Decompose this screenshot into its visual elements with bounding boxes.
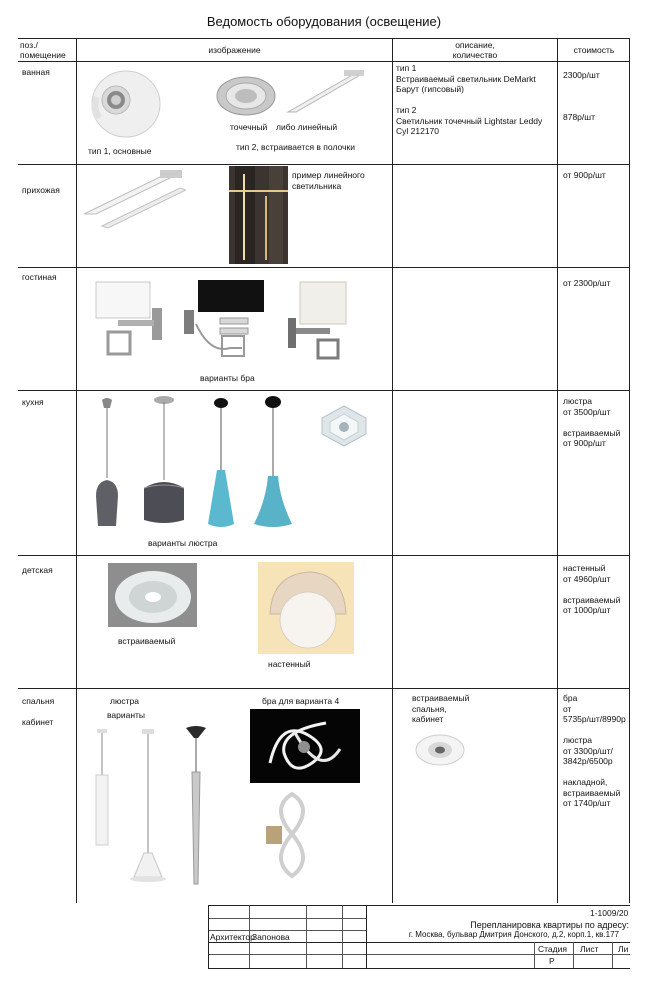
sconce-image (286, 280, 348, 362)
sheets-label: Ли (618, 944, 629, 954)
stage-label: Стадия (538, 944, 567, 954)
pendant-lamp-image (252, 396, 294, 530)
room-name: спальня кабинет (22, 696, 55, 727)
item-cost: люстра от 3500р/шт встраиваемый от 900р/шт (563, 396, 621, 448)
item-description: встраиваемый спальня, кабинет (412, 693, 470, 724)
pendant-lamp-image (184, 726, 208, 888)
pendant-lamp-image (140, 396, 188, 528)
image-caption: люстра (110, 696, 139, 706)
gypsum-downlight-image (86, 66, 162, 146)
column-header-image: изображение (208, 45, 261, 55)
stamp-role: Архитектор (210, 932, 255, 942)
column-header-description: описание, количество (452, 40, 498, 60)
room-name: гостиная (22, 272, 57, 282)
item-cost: бра от 5735р/шт/8990р люстра от 3300р/шт/ 3842р/6500р накладной, встраиваемый от 1740р/шт (563, 693, 626, 808)
drawing-code: 1-1009/20 (590, 908, 629, 918)
linear-light-example-image (229, 166, 288, 264)
item-description: тип 1 Встраиваемый светильник DeMarkt Барут (гипсовый) тип 2 Светильник точечный Lightstar Leddy Cyl 212170 (396, 63, 543, 136)
image-caption: варианты люстра (148, 538, 218, 548)
room-name: ванная (22, 67, 50, 77)
room-name: детская (22, 565, 53, 575)
sconce-image (182, 278, 268, 360)
item-cost: настенный от 4960р/шт встраиваемый от 1000р/шт (563, 563, 621, 615)
pendant-lamp-image (128, 727, 168, 887)
pendant-lamp-image (92, 727, 112, 847)
linear-light-image (82, 168, 186, 230)
wall-light-image (258, 562, 354, 654)
stamp-name: Запонова (252, 932, 290, 942)
image-caption: встраиваемый (118, 636, 176, 646)
linear-light-image (284, 68, 366, 116)
image-caption: тип 1, основные (88, 146, 152, 156)
sheet-label: Лист (580, 944, 599, 954)
led-sconce-image (250, 709, 360, 783)
project-title: Перепланировка квартиры по адресу: (470, 920, 629, 930)
image-caption: тип 2, встраивается в полочки (236, 142, 355, 152)
project-address: г. Москва, бульвар Дмитрия Донского, д.2, корп.1, кв.177 (408, 930, 619, 939)
pendant-lamp-image (204, 398, 238, 530)
item-cost: 2300р/шт 878р/шт (563, 70, 600, 122)
led-sconce-image (262, 790, 318, 880)
image-caption: бра для варианта 4 (262, 696, 340, 706)
image-caption: пример линейного светильника (292, 170, 365, 191)
image-caption: настенный (268, 659, 311, 669)
recessed-ring-light-image (108, 563, 197, 627)
item-cost: от 900р/шт (563, 170, 606, 180)
page-title: Ведомость оборудования (освещение) (206, 14, 442, 29)
crystal-downlight-image (320, 404, 368, 448)
item-cost: от 2300р/шт (563, 278, 611, 288)
room-name: прихожая (22, 185, 60, 195)
column-header-position: поз./ помещение (20, 40, 66, 60)
sconce-image (94, 280, 164, 358)
stage-value: Р (549, 956, 555, 966)
image-caption: варианты бра (200, 373, 255, 383)
spotlight-image (215, 74, 277, 118)
room-name: кухня (22, 397, 44, 407)
column-header-cost: стоимость (573, 45, 615, 55)
image-caption: точечный (230, 122, 268, 132)
image-caption: варианты (107, 710, 146, 720)
pendant-lamp-image (90, 398, 124, 530)
recessed-spotlight-image (414, 733, 466, 767)
image-caption: либо линейный (276, 122, 338, 132)
